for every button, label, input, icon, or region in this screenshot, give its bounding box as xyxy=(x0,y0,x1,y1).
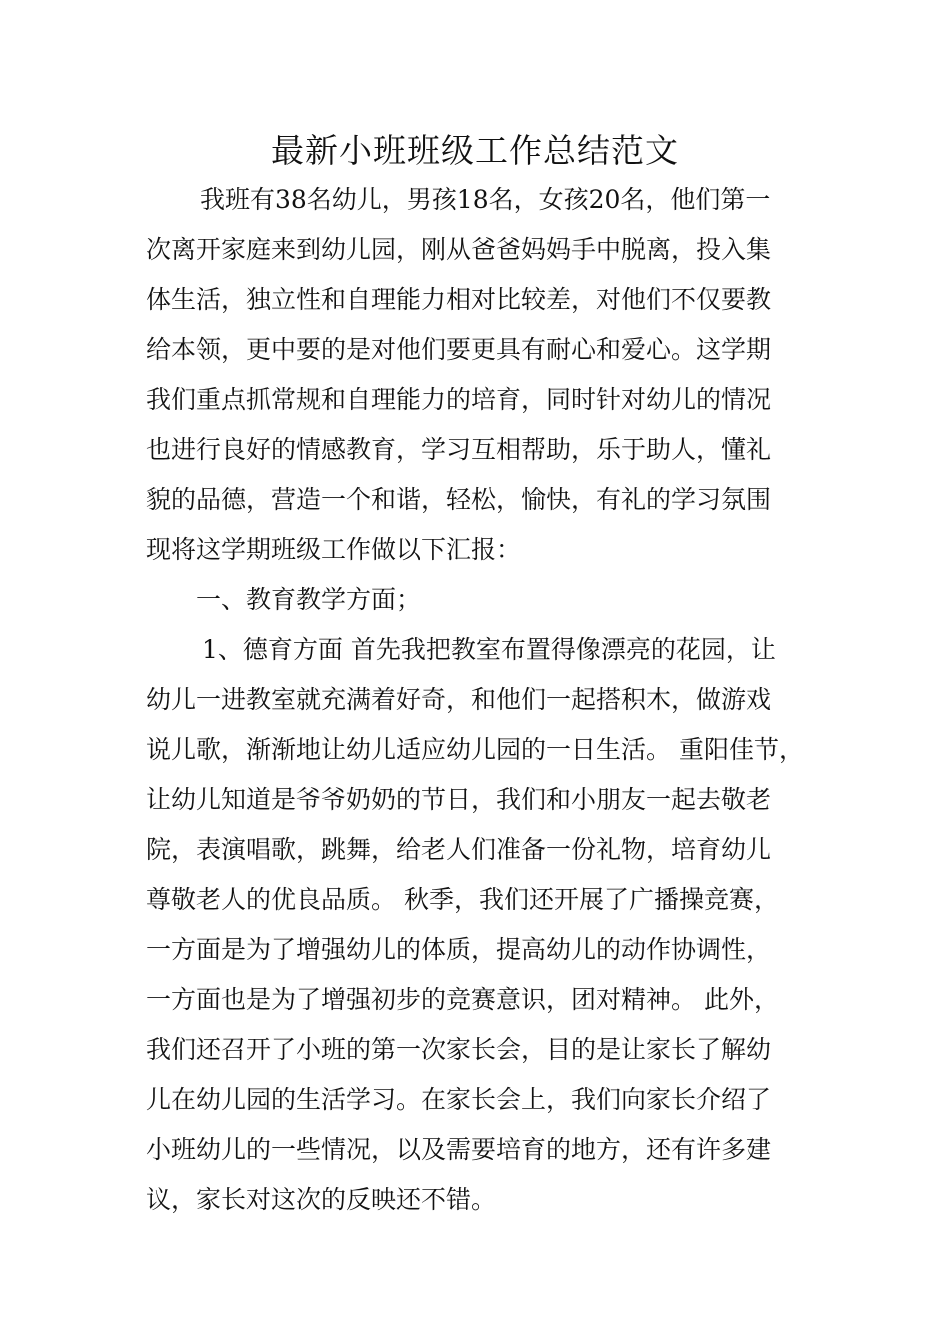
paragraph-line: 幼儿一进教室就充满着好奇，和他们一起搭积木，做游戏 xyxy=(146,685,772,714)
document-title: 最新小班班级工作总结范文 xyxy=(271,131,679,170)
paragraph-line: 尊敬老人的优良品质。 秋季，我们还开展了广播操竞赛， xyxy=(146,885,779,914)
paragraph-line: 体生活，独立性和自理能力相对比较差，对他们不仅要教 xyxy=(146,285,772,314)
paragraph-line: 小班幼儿的一些情况，以及需要培育的地方，还有许多建 xyxy=(146,1135,772,1164)
paragraph-line: 我们还召开了小班的第一次家长会，目的是让家长了解幼 xyxy=(146,1035,772,1064)
paragraph-line: 一方面是为了增强幼儿的体质，提高幼儿的动作协调性， xyxy=(146,935,772,964)
paragraph-line: 1、德育方面 首先我把教室布置得像漂亮的花园，让 xyxy=(202,635,776,664)
paragraph-line: 议，家长对这次的反映还不错。 xyxy=(146,1185,497,1214)
paragraph-line: 儿在幼儿园的生活学习。在家长会上，我们向家长介绍了 xyxy=(146,1085,772,1114)
paragraph-line: 现将这学期班级工作做以下汇报： xyxy=(146,535,522,564)
paragraph-line: 让幼儿知道是爷爷奶奶的节日，我们和小朋友一起去敬老 xyxy=(146,785,772,814)
paragraph-line: 也进行良好的情感教育，学习互相帮助，乐于助人，懂礼 xyxy=(146,435,772,464)
paragraph-line: 貌的品德，营造一个和谐，轻松，愉快，有礼的学习氛围 xyxy=(146,485,772,514)
section-heading: 一、教育教学方面； xyxy=(196,585,422,614)
paragraph-line: 我班有38名幼儿，男孩18名，女孩20名，他们第一 xyxy=(200,185,771,214)
paragraph-line: 给本领，更中要的是对他们要更具有耐心和爱心。这学期 xyxy=(146,335,772,364)
paragraph-line: 次离开家庭来到幼儿园，刚从爸爸妈妈手中脱离，投入集 xyxy=(146,235,772,264)
paragraph-line: 我们重点抓常规和自理能力的培育，同时针对幼儿的情况 xyxy=(146,385,772,414)
paragraph-line: 一方面也是为了增强初步的竞赛意识，团对精神。 此外， xyxy=(146,985,779,1014)
paragraph-line: 说儿歌，渐渐地让幼儿适应幼儿园的一日生活。 重阳佳节， xyxy=(146,735,804,764)
paragraph-line: 院，表演唱歌，跳舞，给老人们准备一份礼物，培育幼儿 xyxy=(146,835,772,864)
